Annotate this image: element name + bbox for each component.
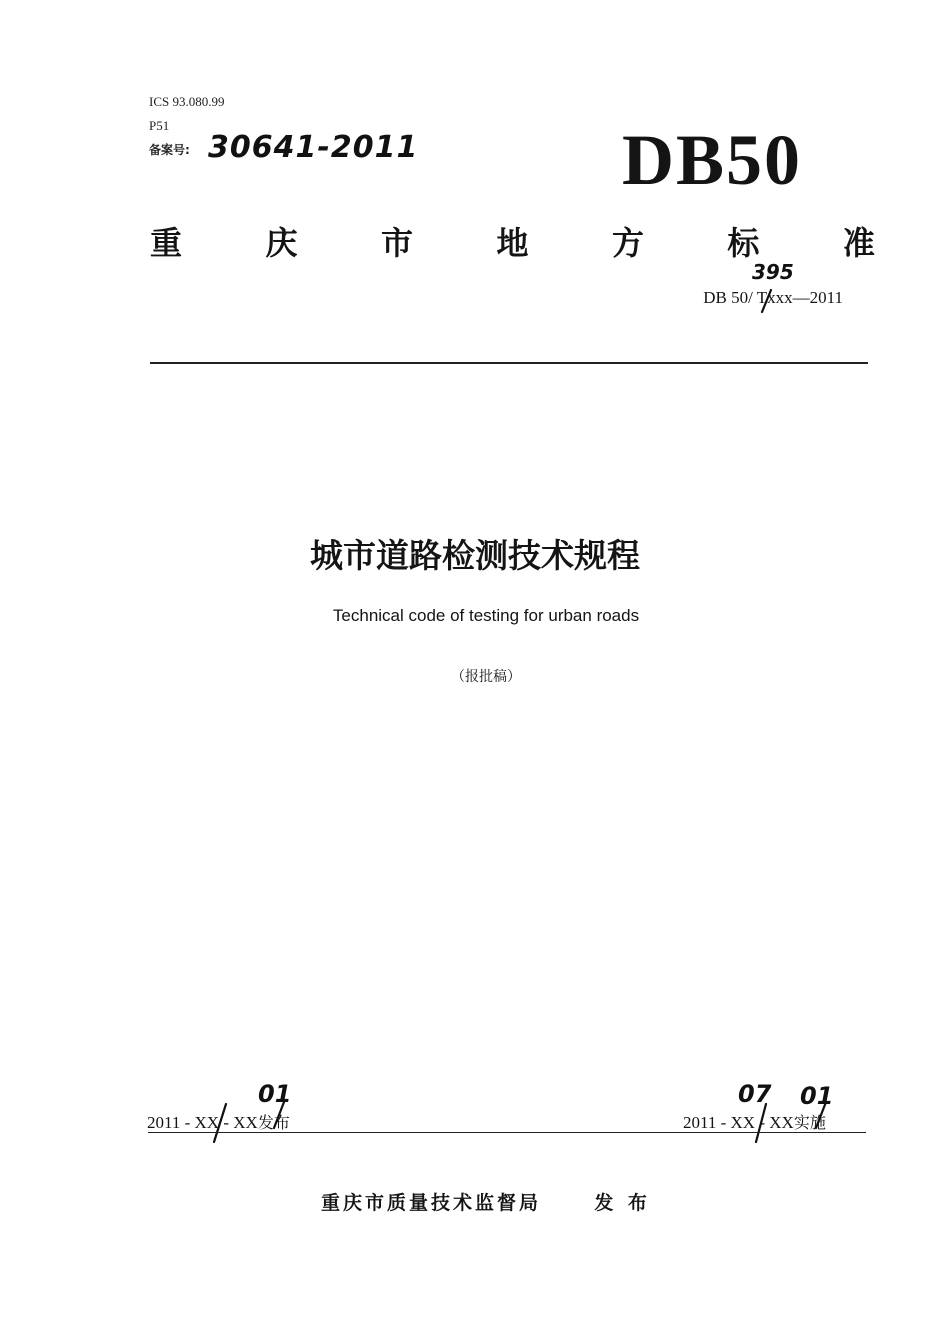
effective-date: 2011 - XX - XX实施	[683, 1113, 826, 1132]
bottom-rule	[148, 1132, 866, 1133]
category-code: P51	[149, 118, 170, 133]
standard-title-char: 标	[727, 224, 760, 262]
standard-title	[150, 218, 875, 264]
standard-number: DB 50/ Txxx—2011	[703, 288, 843, 307]
standard-title-char: 重	[150, 224, 183, 262]
standard-title-char: 地	[496, 224, 529, 262]
record-number-handwritten: 30641-2011	[208, 130, 419, 165]
effective-label: 实施	[793, 1113, 826, 1132]
effective-handwritten-month: 07	[738, 1080, 772, 1108]
number-handwritten-correction: 395	[752, 260, 794, 284]
issue-handwritten-date: 01	[258, 1080, 292, 1108]
effective-handwritten-day: 01	[800, 1082, 834, 1110]
issue-date: 2011 - XX - XX发布	[147, 1113, 290, 1132]
issue-date-strike-marks	[204, 1100, 294, 1146]
effective-date-strike-marks	[748, 1100, 834, 1146]
standard-code: DB50	[622, 120, 803, 200]
standard-title-char: 方	[611, 224, 644, 262]
strike-mark	[758, 288, 774, 314]
publisher-action: 发 布	[594, 1192, 651, 1214]
publisher-name: 重庆市质量技术监督局	[321, 1192, 542, 1214]
ics-code: ICS 93.080.99	[149, 94, 225, 109]
top-rule	[150, 362, 868, 364]
document-title-cn: 城市道路检测技术规程	[310, 536, 640, 575]
standard-title-char: 庆	[265, 224, 298, 262]
standard-title-char: 准	[842, 224, 875, 262]
publisher	[0, 1188, 950, 1215]
record-label: 备案号:	[149, 143, 190, 157]
issue-label: 发布	[257, 1113, 290, 1132]
draft-status: （报批稿）	[451, 669, 521, 685]
standard-title-char: 市	[380, 224, 413, 262]
document-title-en: Technical code of testing for urban roads	[332, 606, 640, 625]
